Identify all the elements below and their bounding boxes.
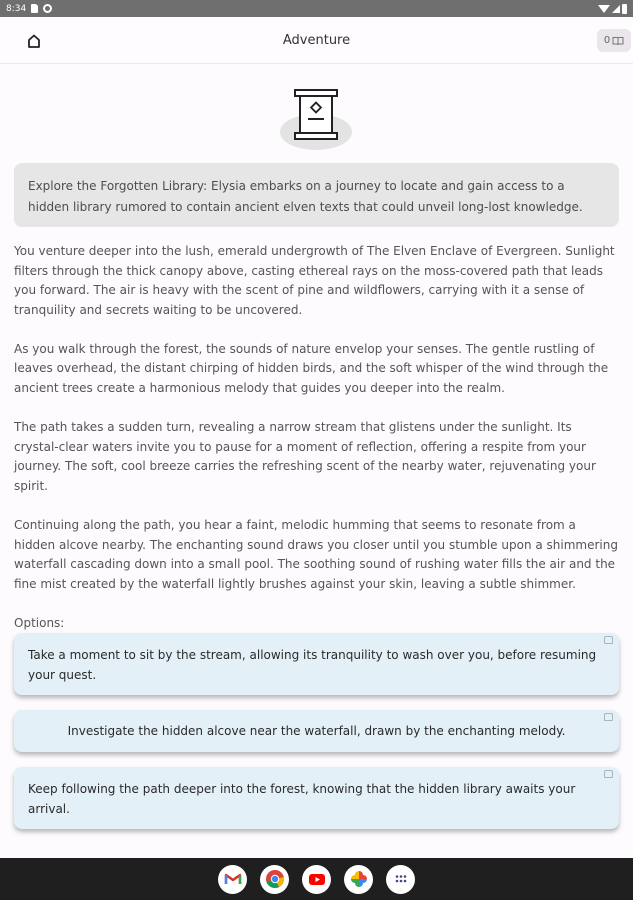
- gmail-icon: [223, 869, 243, 889]
- cell-signal-icon: [612, 5, 620, 13]
- option-card-2[interactable]: [14, 710, 619, 752]
- narrative-text: [14, 242, 620, 653]
- youtube-icon: [307, 869, 327, 889]
- option-text: Take a moment to sit by the stream, allowing its tranquility to wash over you, before resuming your quest.: [28, 648, 597, 682]
- sd-card-icon: [31, 4, 38, 13]
- taskbar: [0, 858, 633, 900]
- journal-counter-button[interactable]: [597, 29, 631, 52]
- options-label: Options:: [14, 615, 65, 630]
- scroll-icon: [292, 88, 340, 142]
- wifi-icon: [598, 5, 610, 13]
- status-time: 8:34: [6, 3, 27, 14]
- chrome-icon: [265, 869, 285, 889]
- gmail-app-button[interactable]: [218, 865, 247, 894]
- narrative-paragraph: As you walk through the forest, the sounds of nature envelop your senses. The gentle rustling of leaves overhead, the distant chirping of hidden birds, and the soft whisper of the wind through the ancient trees create a harmonious melody that guides you deeper into the realm.: [14, 341, 609, 396]
- chrome-app-button[interactable]: [260, 865, 289, 894]
- app-bar: [0, 17, 633, 64]
- narrative-paragraph: The path takes a sudden turn, revealing a narrow stream that glistens under the sunlight. Its crystal-clear waters invite you to pause for a moment of reflection, offering a respite from your journey. The soft, cool breeze carries the refreshing scent of the nearby water, rejuvenating your spirit.: [14, 420, 596, 493]
- photos-icon: [349, 869, 369, 889]
- book-icon: [612, 36, 624, 46]
- bookmark-icon[interactable]: [604, 713, 613, 721]
- quest-scroll-illustration: [278, 86, 354, 152]
- option-text: Investigate the hidden alcove near the waterfall, drawn by the enchanting melody.: [67, 724, 566, 738]
- option-card-1[interactable]: [14, 633, 619, 695]
- home-icon: [27, 34, 41, 48]
- photos-app-button[interactable]: [344, 865, 373, 894]
- status-bar: [0, 0, 633, 17]
- quest-objective: Explore the Forgotten Library: Elysia embarks on a journey to locate and gain access to a hidden library rumored to contain ancient elven texts that could unveil long-lost knowledge.: [14, 163, 619, 227]
- bookmark-icon[interactable]: [604, 636, 613, 644]
- home-button[interactable]: [22, 30, 46, 52]
- page-title: Adventure: [282, 32, 351, 48]
- bookmark-icon[interactable]: [604, 770, 613, 778]
- story-content[interactable]: [0, 64, 633, 858]
- option-text: Keep following the path deeper into the forest, knowing that the hidden library awaits your arrival.: [28, 782, 576, 816]
- app-grid-icon: [391, 869, 411, 889]
- option-card-3[interactable]: [14, 767, 619, 829]
- youtube-app-button[interactable]: [302, 865, 331, 894]
- narrative-paragraph: You venture deeper into the lush, emerald undergrowth of The Elven Enclave of Evergreen. Sunlight filters through the thick canopy above, casting ethereal rays on the moss-covered path that leads you forward. The air is heavy with the scent of pine and wildflowers, carrying with it a sense of tranquility and secrets waiting to be uncovered.: [14, 244, 615, 317]
- settings-icon: [43, 4, 52, 13]
- battery-icon: [622, 4, 627, 14]
- app-drawer-button[interactable]: [386, 865, 415, 894]
- narrative-paragraph: Continuing along the path, you hear a faint, melodic humming that seems to resonate from a hidden alcove nearby. The enchanting sound draws you closer until you stumble upon a shimmering waterfall cascading down into a small pool. The soothing sound of rushing water fills the air and the fine mist created by the waterfall lightly brushes against your skin, leaving a subtle shimmer.: [14, 518, 618, 591]
- counter-value: 0: [603, 35, 611, 46]
